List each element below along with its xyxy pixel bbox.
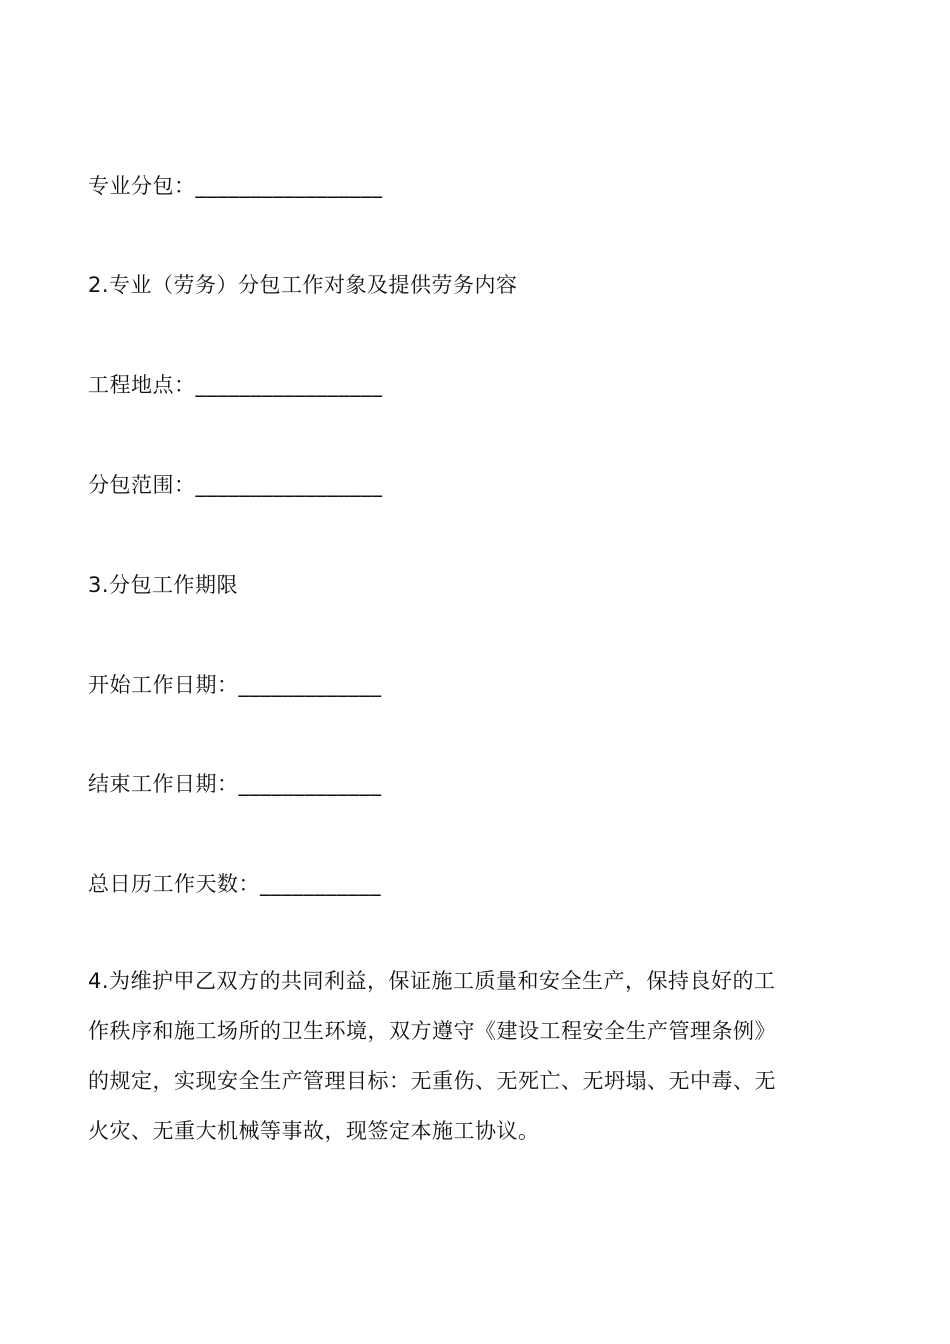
total-days-blank: ___________ [260,872,381,896]
professional-subcontract-label: 专业分包： [88,174,196,198]
subcontract-scope-label: 分包范围： [88,473,196,497]
end-date-field [88,770,382,798]
professional-subcontract-field [88,172,383,200]
section-2-heading: 2.专业（劳务）分包工作对象及提供劳务内容 [88,273,518,297]
subcontract-scope-blank: _________________ [195,473,383,497]
section-3-heading: 3.分包工作期限 [88,573,239,597]
project-location-label: 工程地点： [88,373,196,397]
section-4-line: 火灾、无重大机械等事故，现签定本施工协议。 [88,1119,540,1143]
project-location-field [88,371,383,399]
end-date-label: 结束工作日期： [88,772,239,796]
project-location-blank: _________________ [195,373,383,397]
total-days-label: 总日历工作天数： [88,872,260,896]
section-4-line: 的规定，实现安全生产管理目标：无重伤、无死亡、无坍塌、无中毒、无 [88,1069,776,1093]
total-days-field [88,870,381,898]
section-4-paragraph [88,956,868,1156]
professional-subcontract-blank: _________________ [195,174,383,198]
start-date-blank: _____________ [238,673,382,697]
section-4-line: 作秩序和施工场所的卫生环境，双方遵守《建设工程安全生产管理条例》 [88,1019,776,1043]
start-date-label: 开始工作日期： [88,673,239,697]
end-date-blank: _____________ [238,772,382,796]
section-4-line: 4.为维护甲乙双方的共同利益，保证施工质量和安全生产，保持良好的工 [88,969,776,993]
subcontract-scope-field [88,471,383,499]
start-date-field [88,671,382,699]
